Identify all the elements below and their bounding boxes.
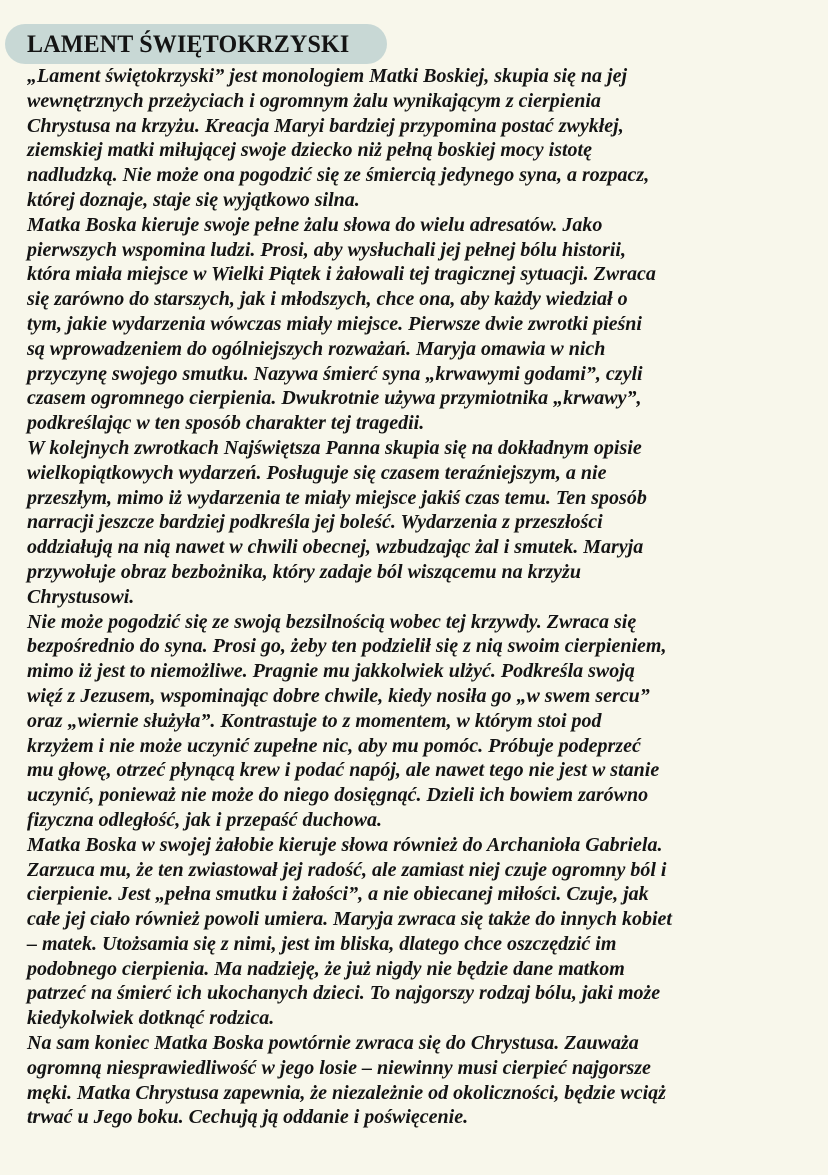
text-line: całe jej ciało również powoli umiera. Maryja zwraca się także do innych kobiet	[27, 908, 672, 931]
text-line: oraz „wiernie służyła”. Kontrastuje to z momentem, w którym stoi pod	[27, 709, 602, 732]
text-line: męki. Matka Chrystusa zapewnia, że niezależnie od okoliczności, będzie wciąż	[27, 1081, 666, 1104]
text-line: czasem ogromnego cierpienia. Dwukrotnie używa przymiotnika „krwawy”,	[27, 387, 642, 410]
text-line: wewnętrznych przeżyciach i ogromnym żalu wynikającym z cierpienia	[27, 89, 601, 112]
text-line: przeszłym, mimo iż wydarzenia te miały miejsce jakiś czas temu. Ten sposób	[27, 486, 647, 509]
text-line: Matka Boska w swojej żałobie kieruje słowa również do Archanioła Gabriela.	[27, 833, 663, 856]
page-title: LAMENT ŚWIĘTOKRZYSKI	[27, 31, 350, 58]
paragraph	[27, 436, 672, 610]
text-line: patrzeć na śmierć ich ukochanych dzieci. To najgorszy rodzaj bólu, jaki może	[27, 982, 661, 1005]
text-line: ogromną niesprawiedliwość w jego losie – niewinny musi cierpieć najgorsze	[27, 1056, 651, 1079]
text-line: Zarzuca mu, że ten zwiastował jej radość, ale zamiast niej czuje ogromny ból i	[27, 858, 667, 881]
text-line: przywołuje obraz bezbożnika, który zadaje ból wiszącemu na krzyżu	[27, 560, 581, 583]
paragraph	[27, 1031, 672, 1130]
text-line: tym, jakie wydarzenia wówczas miały miejsce. Pierwsze dwie zwrotki pieśni	[27, 312, 642, 335]
text-line: podobnego cierpienia. Ma nadzieję, że już nigdy nie będzie dane matkom	[27, 957, 625, 980]
text-line: Chrystusowi.	[27, 585, 135, 608]
text-line: więź z Jezusem, wspominając dobre chwile, kiedy nosiła go „w swem sercu”	[27, 684, 650, 707]
text-line: – matek. Utożsamia się z nimi, jest im bliska, dlatego chce oszczędzić im	[27, 932, 617, 955]
paragraph	[27, 213, 672, 436]
text-line: przyczynę swojego smutku. Nazywa śmierć syna „krwawymi godami”, czyli	[27, 362, 643, 385]
paragraph	[27, 64, 672, 213]
article-body	[27, 64, 672, 1130]
text-line: podkreślając w ten sposób charakter tej tragedii.	[27, 412, 425, 435]
text-line: pierwszych wspomina ludzi. Prosi, aby wysłuchali jej pełnej bólu historii,	[27, 238, 626, 261]
text-line: Na sam koniec Matka Boska powtórnie zwraca się do Chrystusa. Zauważa	[27, 1032, 639, 1055]
text-line: krzyżem i nie może uczynić zupełne nic, aby mu pomóc. Próbuje podeprzeć	[27, 734, 641, 757]
text-line: ziemskiej matki miłującej swoje dziecko niż pełną boskiej mocy istotę	[27, 139, 592, 162]
text-line: Matka Boska kieruje swoje pełne żalu słowa do wielu adresatów. Jako	[27, 213, 603, 236]
paragraph	[27, 833, 672, 1031]
text-line: uczynić, ponieważ nie może do niego dosięgnąć. Dzieli ich bowiem zarówno	[27, 784, 649, 807]
paragraph	[27, 610, 672, 833]
text-line: się zarówno do starszych, jak i młodszych, chce ona, aby każdy wiedział o	[27, 288, 628, 311]
text-line: mimo iż jest to niemożliwe. Pragnie mu jakkolwiek ulżyć. Podkreśla swoją	[27, 660, 635, 683]
text-line: mu głowę, otrzeć płynącą krew i podać napój, ale nawet tego nie jest w stanie	[27, 759, 660, 782]
text-line: Nie może pogodzić się ze swoją bezsilnością wobec tej krzywdy. Zwraca się	[27, 610, 637, 633]
text-line: która miała miejsce w Wielki Piątek i żałowali tej tragicznej sytuacji. Zwraca	[27, 263, 656, 286]
text-line: „Lament świętokrzyski” jest monologiem Matki Boskiej, skupia się na jej	[27, 65, 628, 87]
text-line: wielkopiątkowych wydarzeń. Posługuje się czasem teraźniejszym, a nie	[27, 461, 607, 484]
text-line: nadludzką. Nie może ona pogodzić się ze śmiercią jedynego syna, a rozpacz,	[27, 164, 650, 187]
text-line: są wprowadzeniem do ogólniejszych rozważań. Maryja omawia w nich	[27, 337, 606, 360]
text-line: oddziałują na nią nawet w chwili obecnej, wzbudzając żal i smutek. Maryja	[27, 536, 644, 559]
text-line: bezpośrednio do syna. Prosi go, żeby ten podzielił się z nią swoim cierpieniem,	[27, 635, 667, 658]
text-line: Chrystusa na krzyżu. Kreacja Maryi bardziej przypomina postać zwykłej,	[27, 114, 624, 137]
text-line: której doznaje, staje się wyjątkowo silna.	[27, 188, 360, 211]
text-line: kiedykolwiek dotknąć rodzica.	[27, 1007, 275, 1030]
text-line: narracji jeszcze bardziej podkreśla jej boleść. Wydarzenia z przeszłości	[27, 511, 603, 534]
text-line: cierpienie. Jest „pełna smutku i żałości”, a nie obiecanej miłości. Czuje, jak	[27, 883, 649, 906]
text-line: W kolejnych zwrotkach Najświętsza Panna skupia się na dokładnym opisie	[27, 436, 642, 459]
text-line: trwać u Jego boku. Cechują ją oddanie i poświęcenie.	[27, 1106, 469, 1129]
text-line: fizyczna odległość, jak i przepaść duchowa.	[27, 808, 382, 831]
